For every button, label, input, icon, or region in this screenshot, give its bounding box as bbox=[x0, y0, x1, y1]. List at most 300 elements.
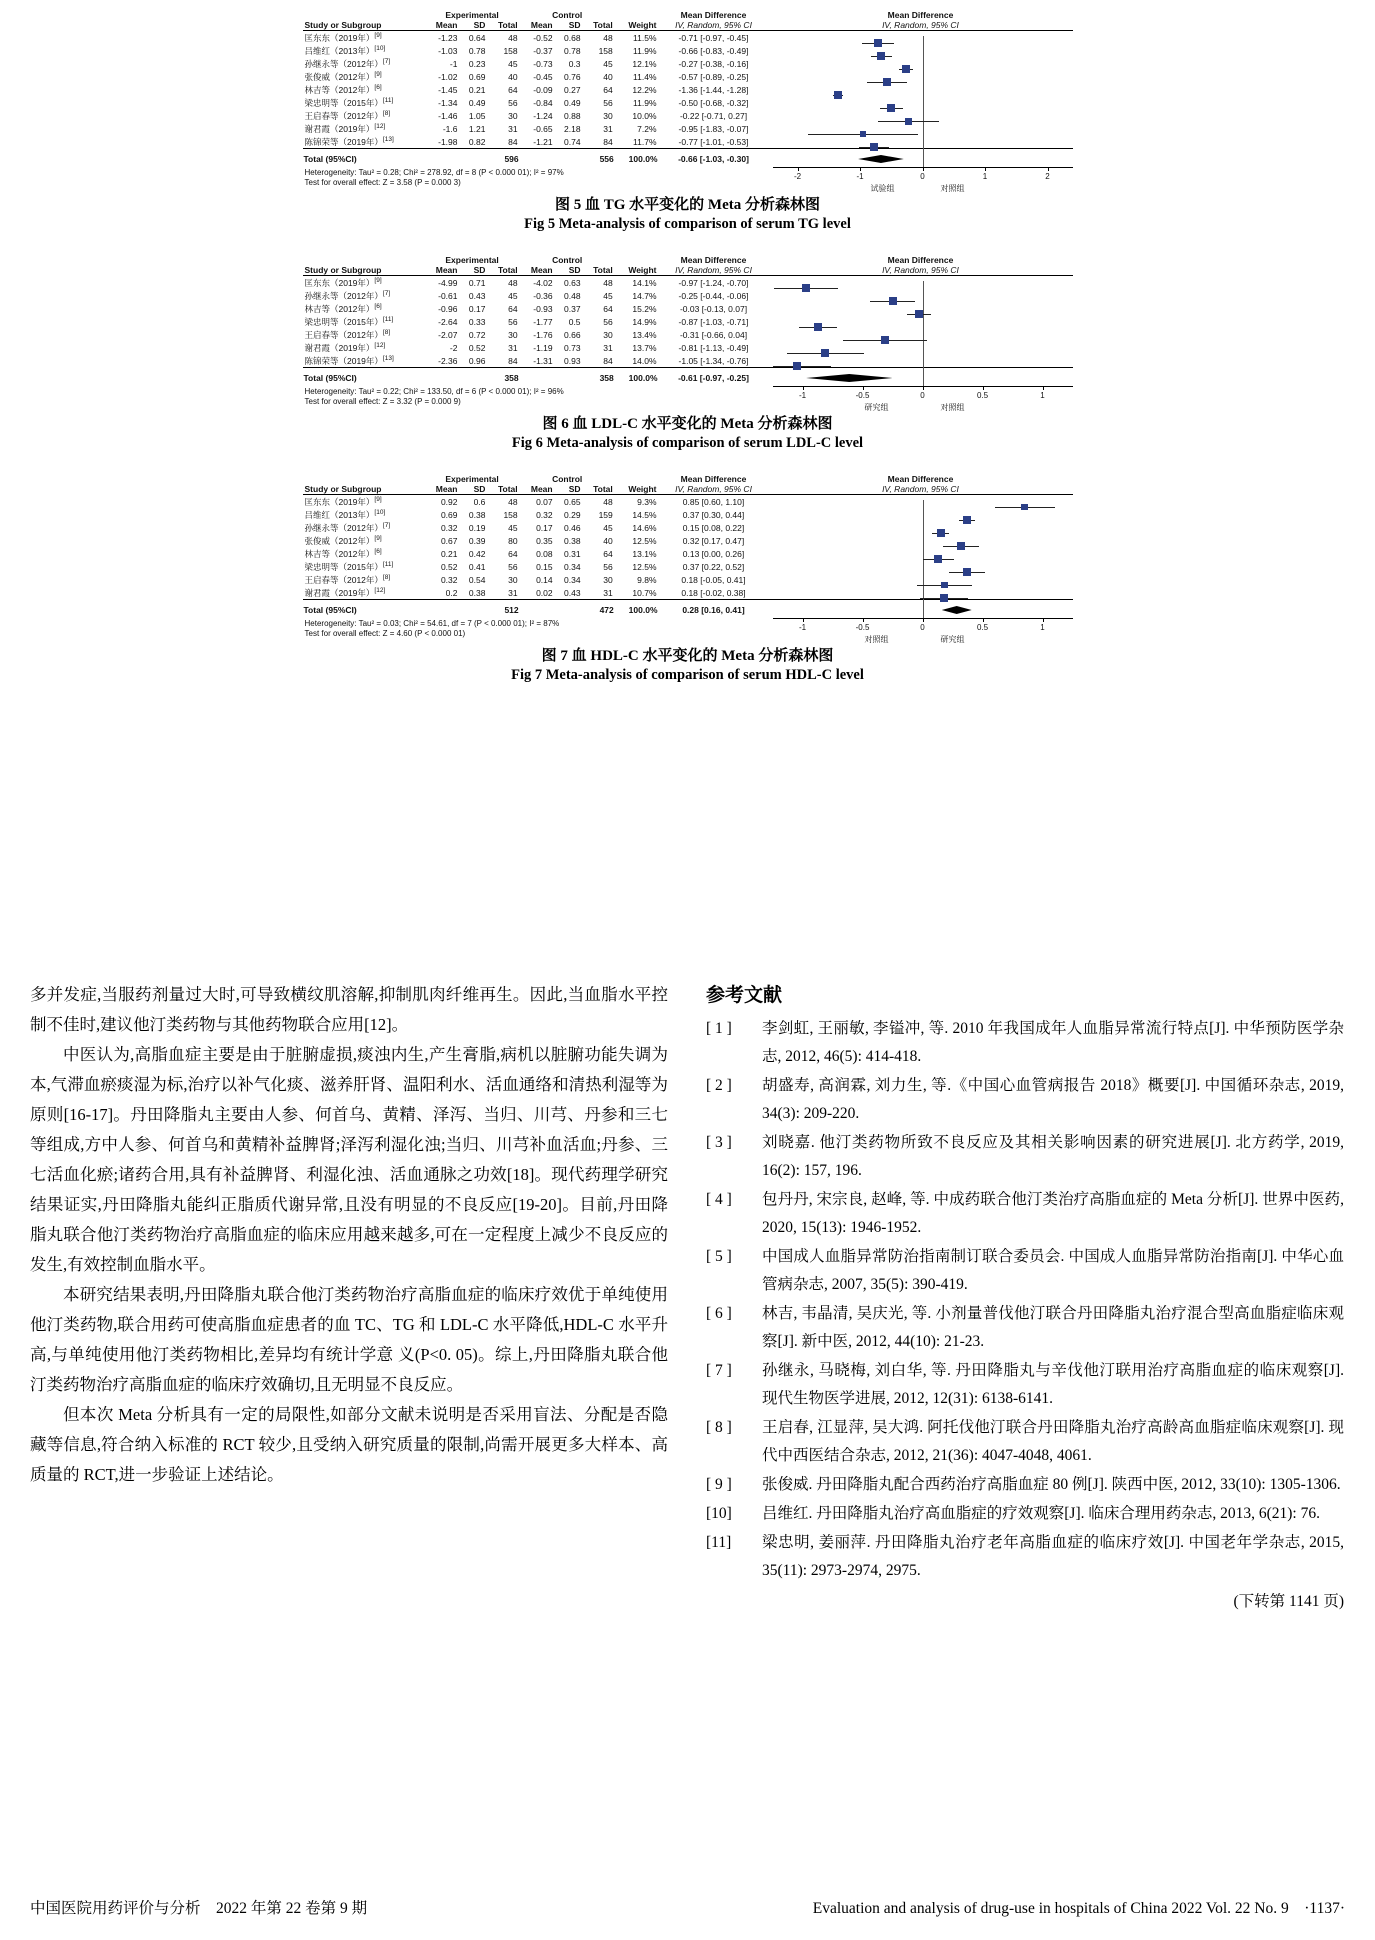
effect-marker bbox=[915, 310, 923, 318]
header-weight: Weight bbox=[615, 20, 659, 31]
cell-mean-difference: 0.18 [-0.02, 0.38] bbox=[681, 587, 746, 598]
cell-weight: 11.5% bbox=[633, 32, 657, 43]
cell-mean-difference: 0.13 [0.00, 0.26] bbox=[682, 548, 745, 559]
axis-tick bbox=[803, 386, 804, 390]
cell-sd1: 0.72 bbox=[468, 329, 486, 340]
header-sd1: SD bbox=[459, 265, 487, 276]
header-total1: Total bbox=[487, 20, 519, 31]
cell-sd1: 0.49 bbox=[468, 97, 486, 108]
cell-mean1: -1.98 bbox=[438, 136, 458, 147]
cell-total-n1: 596 bbox=[487, 149, 519, 168]
cell-total2: 159 bbox=[598, 509, 613, 520]
cell-total1: 56 bbox=[508, 316, 518, 327]
cell-mean1: -1.6 bbox=[442, 123, 458, 134]
footer-left: 中国医院用药评价与分析 2022 年第 22 卷第 9 期 bbox=[30, 1900, 368, 1917]
reference-text: 刘晓嘉. 他汀类药物所致不良反应及其相关影响因素的研究进展[J]. 北方药学, 2019, 16(2): 157, 196. bbox=[762, 1134, 1344, 1179]
cell-total-label: Total (95%CI) bbox=[303, 368, 425, 387]
cell-weight: 11.9% bbox=[633, 97, 657, 108]
header-plot-title: Mean Difference bbox=[887, 10, 954, 20]
effect-marker bbox=[902, 65, 910, 73]
cell-study: 林吉等（2012年）[6] bbox=[304, 83, 382, 95]
cell-mean-difference: -0.22 [-0.71, 0.27] bbox=[679, 110, 748, 121]
cell-mean-difference: -0.77 [-1.01, -0.53] bbox=[678, 136, 749, 147]
cell-mean-difference: 0.85 [0.60, 1.10] bbox=[682, 496, 745, 507]
cell-sd2: 0.5 bbox=[568, 316, 581, 327]
header-experimental: Experimental bbox=[445, 474, 499, 484]
cell-total-weight: 100.0% bbox=[615, 149, 659, 168]
reference-number: [ 4 ] bbox=[706, 1191, 732, 1208]
axis-tick bbox=[923, 618, 924, 622]
cell-mean1: -2 bbox=[449, 342, 458, 353]
cell-total1: 40 bbox=[508, 71, 518, 82]
cell-sd2: 0.68 bbox=[564, 32, 581, 43]
cell-sd2: 0.34 bbox=[564, 561, 581, 572]
cell-mean-difference: -1.05 [-1.34, -0.76] bbox=[678, 355, 749, 366]
cell-study: 吕维红（2013年）[10] bbox=[304, 508, 386, 520]
effect-marker bbox=[814, 323, 822, 331]
cell-study: 张俊威（2012年）[9] bbox=[304, 534, 382, 546]
cell-sd2: 0.49 bbox=[564, 97, 581, 108]
cell-study: 林吉等（2012年）[6] bbox=[304, 547, 382, 559]
cell-sd2: 0.88 bbox=[564, 110, 581, 121]
cell-mean2: 0.02 bbox=[536, 587, 553, 598]
cell-sd2: 0.63 bbox=[564, 277, 581, 288]
cell-study: 孙继永等（2012年）[7] bbox=[304, 289, 391, 301]
cell-mean-difference: -0.95 [-1.83, -0.07] bbox=[678, 123, 749, 134]
reference-number: [ 1 ] bbox=[706, 1020, 732, 1037]
cell-total-label: Total (95%CI) bbox=[303, 600, 425, 619]
axis-tick bbox=[863, 618, 864, 622]
header-method: IV, Random, 95% CI bbox=[659, 20, 769, 31]
cell-total-weight: 100.0% bbox=[615, 600, 659, 619]
cell-sd2: 0.66 bbox=[564, 329, 581, 340]
cell-sd2: 0.73 bbox=[564, 342, 581, 353]
reference-number: [ 5 ] bbox=[706, 1248, 732, 1265]
cell-weight: 15.2% bbox=[632, 303, 657, 314]
null-effect-line bbox=[923, 281, 924, 386]
cell-total2: 64 bbox=[603, 84, 613, 95]
effect-marker bbox=[957, 542, 965, 550]
cell-mean2: -1.76 bbox=[533, 329, 553, 340]
heterogeneity-text: Heterogeneity: Tau² = 0.22; Chi² = 133.50, df = 6 (P < 0.000 01); I² = 96% bbox=[304, 387, 564, 396]
cell-sd2: 0.29 bbox=[564, 509, 581, 520]
null-effect-line bbox=[923, 36, 924, 167]
cell-weight: 12.5% bbox=[632, 535, 657, 546]
reference-item bbox=[706, 1072, 1344, 1128]
cell-mean-difference: -1.36 [-1.44, -1.28] bbox=[678, 84, 749, 95]
effect-marker bbox=[963, 516, 971, 524]
summary-diamond bbox=[806, 374, 892, 382]
effect-marker bbox=[941, 582, 948, 589]
cell-sd2: 0.43 bbox=[564, 587, 581, 598]
cell-weight: 10.7% bbox=[632, 587, 657, 598]
cell-mean2: -0.65 bbox=[533, 123, 553, 134]
cell-sd2: 0.93 bbox=[564, 355, 581, 366]
cell-total1: 31 bbox=[508, 587, 518, 598]
reference-item bbox=[706, 1300, 1344, 1356]
axis-tick bbox=[803, 618, 804, 622]
cell-total2: 31 bbox=[603, 123, 613, 134]
cell-sd1: 0.33 bbox=[468, 316, 486, 327]
cell-total2: 40 bbox=[603, 535, 613, 546]
reference-text: 林吉, 韦晶清, 吴庆光, 等. 小剂量普伐他汀联合丹田降脂丸治疗混合型高血脂症临床观察[J]. 新中医, 2012, 44(10): 21-23. bbox=[762, 1305, 1344, 1350]
cell-total-n2: 358 bbox=[583, 368, 615, 387]
cell-total-md: -0.61 [-0.97, -0.25] bbox=[659, 368, 769, 387]
cell-sd2: 2.18 bbox=[564, 123, 581, 134]
cell-sd2: 0.31 bbox=[564, 548, 581, 559]
cell-study: 谢君霞（2019年）[12] bbox=[304, 341, 386, 353]
forest-plot-fig5 bbox=[303, 10, 1073, 193]
header-method: IV, Random, 95% CI bbox=[659, 265, 769, 276]
effect-marker bbox=[860, 131, 866, 137]
cell-mean1: -1.46 bbox=[438, 110, 458, 121]
axis-tick-label: 2 bbox=[1045, 172, 1050, 181]
cell-total2: 45 bbox=[603, 522, 613, 533]
cell-mean2: -0.84 bbox=[533, 97, 553, 108]
axis-tick bbox=[983, 618, 984, 622]
cell-sd1: 0.78 bbox=[468, 45, 486, 56]
cell-total2: 45 bbox=[603, 58, 613, 69]
axis-group-label-mid: 试验组 bbox=[870, 184, 895, 193]
cell-mean1: -1.23 bbox=[438, 32, 458, 43]
cell-mean2: -0.37 bbox=[533, 45, 553, 56]
continued-note: (下转第 1141 页) bbox=[1233, 1593, 1344, 1610]
cell-total2: 30 bbox=[603, 110, 613, 121]
cell-mean-difference: -0.27 [-0.38, -0.16] bbox=[678, 58, 749, 69]
cell-sd1: 0.23 bbox=[468, 58, 486, 69]
effect-marker bbox=[883, 78, 891, 86]
cell-study: 谢君霞（2019年）[12] bbox=[304, 122, 386, 134]
cell-mean2: -0.73 bbox=[533, 58, 553, 69]
cell-total1: 31 bbox=[508, 342, 518, 353]
header-mean1: Mean bbox=[425, 265, 460, 276]
cell-total-n2: 556 bbox=[583, 149, 615, 168]
cell-study: 谢君霞（2019年）[12] bbox=[304, 586, 386, 598]
cell-study: 陈锦荣等（2019年）[13] bbox=[304, 354, 394, 366]
table-header-groups bbox=[303, 10, 1073, 20]
cell-mean2: -1.19 bbox=[533, 342, 553, 353]
cell-study: 梁忠明等（2015年）[11] bbox=[304, 96, 394, 108]
references-title: 参考文献 bbox=[706, 985, 783, 1006]
axis-tick bbox=[863, 386, 864, 390]
effect-marker bbox=[821, 349, 829, 357]
header-total2: Total bbox=[583, 20, 615, 31]
cell-mean-difference: -0.57 [-0.89, -0.25] bbox=[678, 71, 749, 82]
cell-study: 匡东东（2019年）[9] bbox=[304, 31, 382, 43]
cell-total2: 84 bbox=[603, 355, 613, 366]
cell-total1: 64 bbox=[508, 548, 518, 559]
cell-weight: 11.4% bbox=[633, 71, 657, 82]
axis-tick bbox=[1043, 618, 1044, 622]
cell-mean1: 0.67 bbox=[440, 535, 458, 546]
reference-text: 胡盛寿, 高润霖, 刘力生, 等.《中国心血管病报告 2018》概要[J]. 中国循环杂志, 2019, 34(3): 209-220. bbox=[762, 1077, 1344, 1122]
heterogeneity-text: Heterogeneity: Tau² = 0.03; Chi² = 54.61, df = 7 (P < 0.000 01); I² = 87% bbox=[304, 619, 560, 628]
cell-sd1: 0.71 bbox=[468, 277, 486, 288]
reference-number: [11] bbox=[706, 1534, 732, 1551]
cell-total-label: Total (95%CI) bbox=[303, 149, 425, 168]
header-method: IV, Random, 95% CI bbox=[659, 484, 769, 495]
cell-total2: 48 bbox=[603, 277, 613, 288]
cell-mean1: -1.02 bbox=[438, 71, 458, 82]
cell-study: 孙继永等（2012年）[7] bbox=[304, 521, 391, 533]
effect-marker bbox=[881, 336, 889, 344]
cell-total-md: 0.28 [0.16, 0.41] bbox=[659, 600, 769, 619]
cell-total1: 158 bbox=[503, 45, 518, 56]
axis-tick bbox=[1048, 167, 1049, 171]
cell-total2: 31 bbox=[603, 342, 613, 353]
reference-text: 李剑虹, 王丽敏, 李镒冲, 等. 2010 年我国成年人血脂异常流行特点[J]. 中华预防医学杂志, 2012, 46(5): 414-418. bbox=[762, 1020, 1344, 1065]
effect-marker bbox=[877, 52, 885, 60]
cell-study: 孙继永等（2012年）[7] bbox=[304, 57, 391, 69]
cell-sd2: 0.46 bbox=[564, 522, 581, 533]
cell-mean1: -2.36 bbox=[438, 355, 458, 366]
header-mean2: Mean bbox=[520, 484, 555, 495]
header-mean-difference: Mean Difference bbox=[680, 10, 747, 20]
header-control: Control bbox=[552, 255, 583, 265]
summary-diamond bbox=[942, 606, 972, 614]
cell-total1: 158 bbox=[503, 509, 518, 520]
header-study: Study or Subgroup bbox=[303, 484, 425, 495]
paragraph: 本研究结果表明,丹田降脂丸联合他汀类药物治疗高脂血症的临床疗效优于单纯使用他汀类药物,联合用药可使高脂血症患者的血 TC、TG 和 LDL-C 水平降低,HDL-C 水平升高,与单纯使用他汀类药物相比,差异均有统计学意 义(P<0. 05)。综上,丹田降脂丸联合他汀类药物治疗高脂血症的临床疗效确切,且无明显不良反应。 bbox=[30, 1285, 668, 1394]
cell-sd1: 0.17 bbox=[468, 303, 486, 314]
axis-tick-label: -0.5 bbox=[855, 623, 870, 632]
overall-effect-text: Test for overall effect: Z = 3.58 (P = 0.000 3) bbox=[304, 178, 461, 187]
cell-weight: 11.9% bbox=[633, 45, 657, 56]
figure-caption-en-fig7: Fig 7 Meta-analysis of comparison of serum HDL-C level bbox=[511, 667, 864, 683]
cell-total1: 45 bbox=[508, 290, 518, 301]
paragraph: 但本次 Meta 分析具有一定的局限性,如部分文献未说明是否采用盲法、分配是否隐藏等信息,符合纳入标准的 RCT 较少,且受纳入研究质量的限制,尚需开展更多大样本、高质量的 RCT,进一步验证上述结论。 bbox=[30, 1405, 668, 1484]
cell-total1: 56 bbox=[508, 97, 518, 108]
header-control: Control bbox=[552, 474, 583, 484]
cell-weight: 14.5% bbox=[632, 509, 657, 520]
forest-plot-fig6 bbox=[303, 255, 1073, 412]
cell-mean2: -1.21 bbox=[533, 136, 553, 147]
cell-mean-difference: -0.71 [-0.97, -0.45] bbox=[678, 32, 749, 43]
reference-number: [ 6 ] bbox=[706, 1305, 732, 1322]
cell-total1: 30 bbox=[508, 329, 518, 340]
cell-weight: 9.8% bbox=[637, 574, 657, 585]
axis-tick bbox=[985, 167, 986, 171]
cell-mean1: -0.96 bbox=[438, 303, 458, 314]
header-control: Control bbox=[552, 10, 583, 20]
reference-number: [ 3 ] bbox=[706, 1134, 732, 1151]
cell-sd1: 1.21 bbox=[468, 123, 486, 134]
cell-weight: 7.2% bbox=[637, 123, 657, 134]
cell-mean1: -1.03 bbox=[438, 45, 458, 56]
cell-study: 梁忠明等（2015年）[11] bbox=[304, 315, 394, 327]
cell-total2: 48 bbox=[603, 32, 613, 43]
cell-sd1: 0.19 bbox=[468, 522, 486, 533]
axis-tick-label: -1 bbox=[856, 172, 864, 181]
reference-item bbox=[706, 1129, 1344, 1185]
cell-weight: 9.3% bbox=[637, 496, 657, 507]
table-header-groups bbox=[303, 255, 1073, 265]
left-column bbox=[30, 980, 668, 1611]
table-header-columns bbox=[303, 20, 1073, 31]
header-total2: Total bbox=[583, 265, 615, 276]
reference-item bbox=[706, 1500, 1344, 1528]
cell-total2: 30 bbox=[603, 574, 613, 585]
effect-marker bbox=[793, 362, 801, 370]
cell-total2: 84 bbox=[603, 136, 613, 147]
header-method-plot: IV, Random, 95% CI bbox=[769, 265, 1073, 276]
header-experimental: Experimental bbox=[445, 10, 499, 20]
cell-total1: 84 bbox=[508, 136, 518, 147]
cell-mean2: 0.14 bbox=[536, 574, 553, 585]
confidence-interval bbox=[773, 366, 832, 367]
cell-sd1: 0.39 bbox=[468, 535, 486, 546]
header-sd1: SD bbox=[459, 484, 487, 495]
cell-weight: 12.5% bbox=[632, 561, 657, 572]
axis-group-label-right: 对照组 bbox=[940, 184, 965, 193]
header-weight: Weight bbox=[615, 265, 659, 276]
reference-text: 孙继永, 马晓梅, 刘白华, 等. 丹田降脂丸与辛伐他汀联用治疗高脂血症的临床观察[J]. 现代生物医学进展, 2012, 12(31): 6138-6141. bbox=[762, 1362, 1344, 1407]
cell-total2: 56 bbox=[603, 561, 613, 572]
axis-tick bbox=[1043, 386, 1044, 390]
cell-total2: 64 bbox=[603, 303, 613, 314]
axis-tick-label: 1 bbox=[1040, 623, 1045, 632]
cell-sd2: 0.34 bbox=[564, 574, 581, 585]
cell-mean-difference: -0.03 [-0.13, 0.07] bbox=[679, 303, 748, 314]
cell-total2: 40 bbox=[603, 71, 613, 82]
cell-study: 张俊威（2012年）[9] bbox=[304, 70, 382, 82]
cell-total1: 31 bbox=[508, 123, 518, 134]
cell-study: 匡东东（2019年）[9] bbox=[304, 495, 382, 507]
cell-mean1: 0.32 bbox=[440, 522, 458, 533]
cell-weight: 11.7% bbox=[633, 136, 657, 147]
reference-number: [ 2 ] bbox=[706, 1077, 732, 1094]
cell-total2: 30 bbox=[603, 329, 613, 340]
cell-total1: 30 bbox=[508, 110, 518, 121]
references-list bbox=[706, 1015, 1344, 1585]
header-plot-title: Mean Difference bbox=[887, 255, 954, 265]
cell-total-n1: 512 bbox=[487, 600, 519, 619]
cell-study: 匡东东（2019年）[9] bbox=[304, 276, 382, 288]
cell-study: 梁忠明等（2015年）[11] bbox=[304, 560, 394, 572]
effect-marker bbox=[870, 143, 878, 151]
header-sd2: SD bbox=[555, 20, 583, 31]
figure-caption-cn-fig6: 图 6 血 LDL-C 水平变化的 Meta 分析森林图 bbox=[542, 416, 833, 432]
reference-number: [ 9 ] bbox=[706, 1476, 732, 1493]
axis-group-label-left: 研究组 bbox=[864, 403, 889, 412]
cell-mean1: -4.99 bbox=[438, 277, 458, 288]
header-mean-difference: Mean Difference bbox=[680, 255, 747, 265]
axis-tick bbox=[798, 167, 799, 171]
header-plot-title: Mean Difference bbox=[887, 474, 954, 484]
axis-group-label-right: 研究组 bbox=[940, 635, 965, 644]
cell-sd1: 0.64 bbox=[468, 32, 486, 43]
cell-sd1: 1.05 bbox=[468, 110, 486, 121]
table-header-groups bbox=[303, 474, 1073, 484]
axis-tick-label: -0.5 bbox=[855, 391, 870, 400]
cell-total1: 45 bbox=[508, 522, 518, 533]
cell-total2: 45 bbox=[603, 290, 613, 301]
header-study: Study or Subgroup bbox=[303, 265, 425, 276]
cell-mean1: -2.64 bbox=[438, 316, 458, 327]
figure-caption-cn-fig5: 图 5 血 TG 水平变化的 Meta 分析森林图 bbox=[555, 197, 820, 213]
paragraph: 多并发症,当服药剂量过大时,可导致横纹肌溶解,抑制肌肉纤维再生。因此,当血脂水平控制不佳时,建议他汀类药物与其他药物联合应用[12]。 bbox=[30, 985, 668, 1034]
cell-mean1: 0.52 bbox=[440, 561, 458, 572]
cell-sd2: 0.76 bbox=[564, 71, 581, 82]
figure-caption-cn-fig7: 图 7 血 HDL-C 水平变化的 Meta 分析森林图 bbox=[541, 648, 834, 664]
cell-sd2: 0.48 bbox=[564, 290, 581, 301]
reference-number: [ 8 ] bbox=[706, 1419, 732, 1436]
cell-sd1: 0.38 bbox=[468, 587, 486, 598]
effect-marker bbox=[834, 91, 842, 99]
axis-tick-label: 0.5 bbox=[976, 391, 989, 400]
cell-mean1: -2.07 bbox=[438, 329, 458, 340]
cell-mean1: -1.34 bbox=[438, 97, 458, 108]
cell-mean2: -0.36 bbox=[533, 290, 553, 301]
cell-total2: 56 bbox=[603, 97, 613, 108]
summary-diamond bbox=[858, 155, 904, 163]
axis-tick-label: 0 bbox=[920, 172, 925, 181]
header-method-plot: IV, Random, 95% CI bbox=[769, 20, 1073, 31]
cell-sd1: 0.42 bbox=[468, 548, 486, 559]
reference-text: 吕维红. 丹田降脂丸治疗高血脂症的疗效观察[J]. 临床合理用药杂志, 2013, 6(21): 76. bbox=[762, 1505, 1320, 1522]
cell-total1: 64 bbox=[508, 84, 518, 95]
cell-mean-difference: 0.37 [0.30, 0.44] bbox=[682, 509, 745, 520]
cell-mean1: 0.21 bbox=[440, 548, 458, 559]
cell-sd1: 0.96 bbox=[468, 355, 486, 366]
cell-weight: 13.1% bbox=[632, 548, 657, 559]
figure-caption-en-fig6: Fig 6 Meta-analysis of comparison of serum LDL-C level bbox=[511, 435, 864, 451]
cell-total1: 48 bbox=[508, 496, 518, 507]
cell-sd1: 0.54 bbox=[468, 574, 486, 585]
cell-mean-difference: -0.25 [-0.44, -0.06] bbox=[678, 290, 749, 301]
effect-marker bbox=[874, 39, 882, 47]
axis-tick bbox=[923, 167, 924, 171]
cell-mean-difference: -0.81 [-1.13, -0.49] bbox=[678, 342, 749, 353]
cell-weight: 10.0% bbox=[632, 110, 657, 121]
cell-weight: 14.7% bbox=[632, 290, 657, 301]
cell-weight: 14.6% bbox=[632, 522, 657, 533]
cell-mean-difference: 0.18 [-0.05, 0.41] bbox=[681, 574, 746, 585]
right-column bbox=[706, 980, 1344, 1611]
reference-text: 中国成人血脂异常防治指南制订联合委员会. 中国成人血脂异常防治指南[J]. 中华心血管病杂志, 2007, 35(5): 390-419. bbox=[762, 1248, 1344, 1293]
cell-mean2: 0.07 bbox=[536, 496, 553, 507]
cell-study: 林吉等（2012年）[6] bbox=[304, 302, 382, 314]
cell-mean1: 0.2 bbox=[445, 587, 458, 598]
overall-effect-text: Test for overall effect: Z = 4.60 (P < 0.000 01) bbox=[304, 629, 466, 638]
cell-mean2: -1.77 bbox=[533, 316, 553, 327]
cell-mean2: 0.08 bbox=[536, 548, 553, 559]
cell-total1: 48 bbox=[508, 32, 518, 43]
cell-total1: 80 bbox=[508, 535, 518, 546]
cell-sd1: 0.52 bbox=[468, 342, 486, 353]
cell-total2: 64 bbox=[603, 548, 613, 559]
cell-weight: 14.1% bbox=[632, 277, 657, 288]
axis-tick-label: 0.5 bbox=[976, 623, 989, 632]
heterogeneity-text: Heterogeneity: Tau² = 0.28; Chi² = 278.92, df = 8 (P < 0.000 01); I² = 97% bbox=[304, 168, 564, 177]
effect-marker bbox=[905, 118, 912, 125]
cell-weight: 14.0% bbox=[632, 355, 657, 366]
cell-sd1: 0.38 bbox=[468, 509, 486, 520]
axis-tick-label: -1 bbox=[798, 391, 807, 400]
cell-mean-difference: 0.15 [0.08, 0.22] bbox=[682, 522, 745, 533]
effect-marker bbox=[889, 297, 897, 305]
cell-weight: 12.1% bbox=[632, 58, 657, 69]
cell-weight: 13.7% bbox=[632, 342, 657, 353]
header-mean2: Mean bbox=[520, 265, 555, 276]
reference-item bbox=[706, 1015, 1344, 1071]
cell-mean2: -4.02 bbox=[533, 277, 553, 288]
cell-mean2: -0.93 bbox=[533, 303, 553, 314]
header-mean1: Mean bbox=[425, 484, 460, 495]
axis-tick bbox=[923, 386, 924, 390]
cell-mean-difference: -0.97 [-1.24, -0.70] bbox=[678, 277, 749, 288]
cell-sd2: 0.3 bbox=[568, 58, 581, 69]
